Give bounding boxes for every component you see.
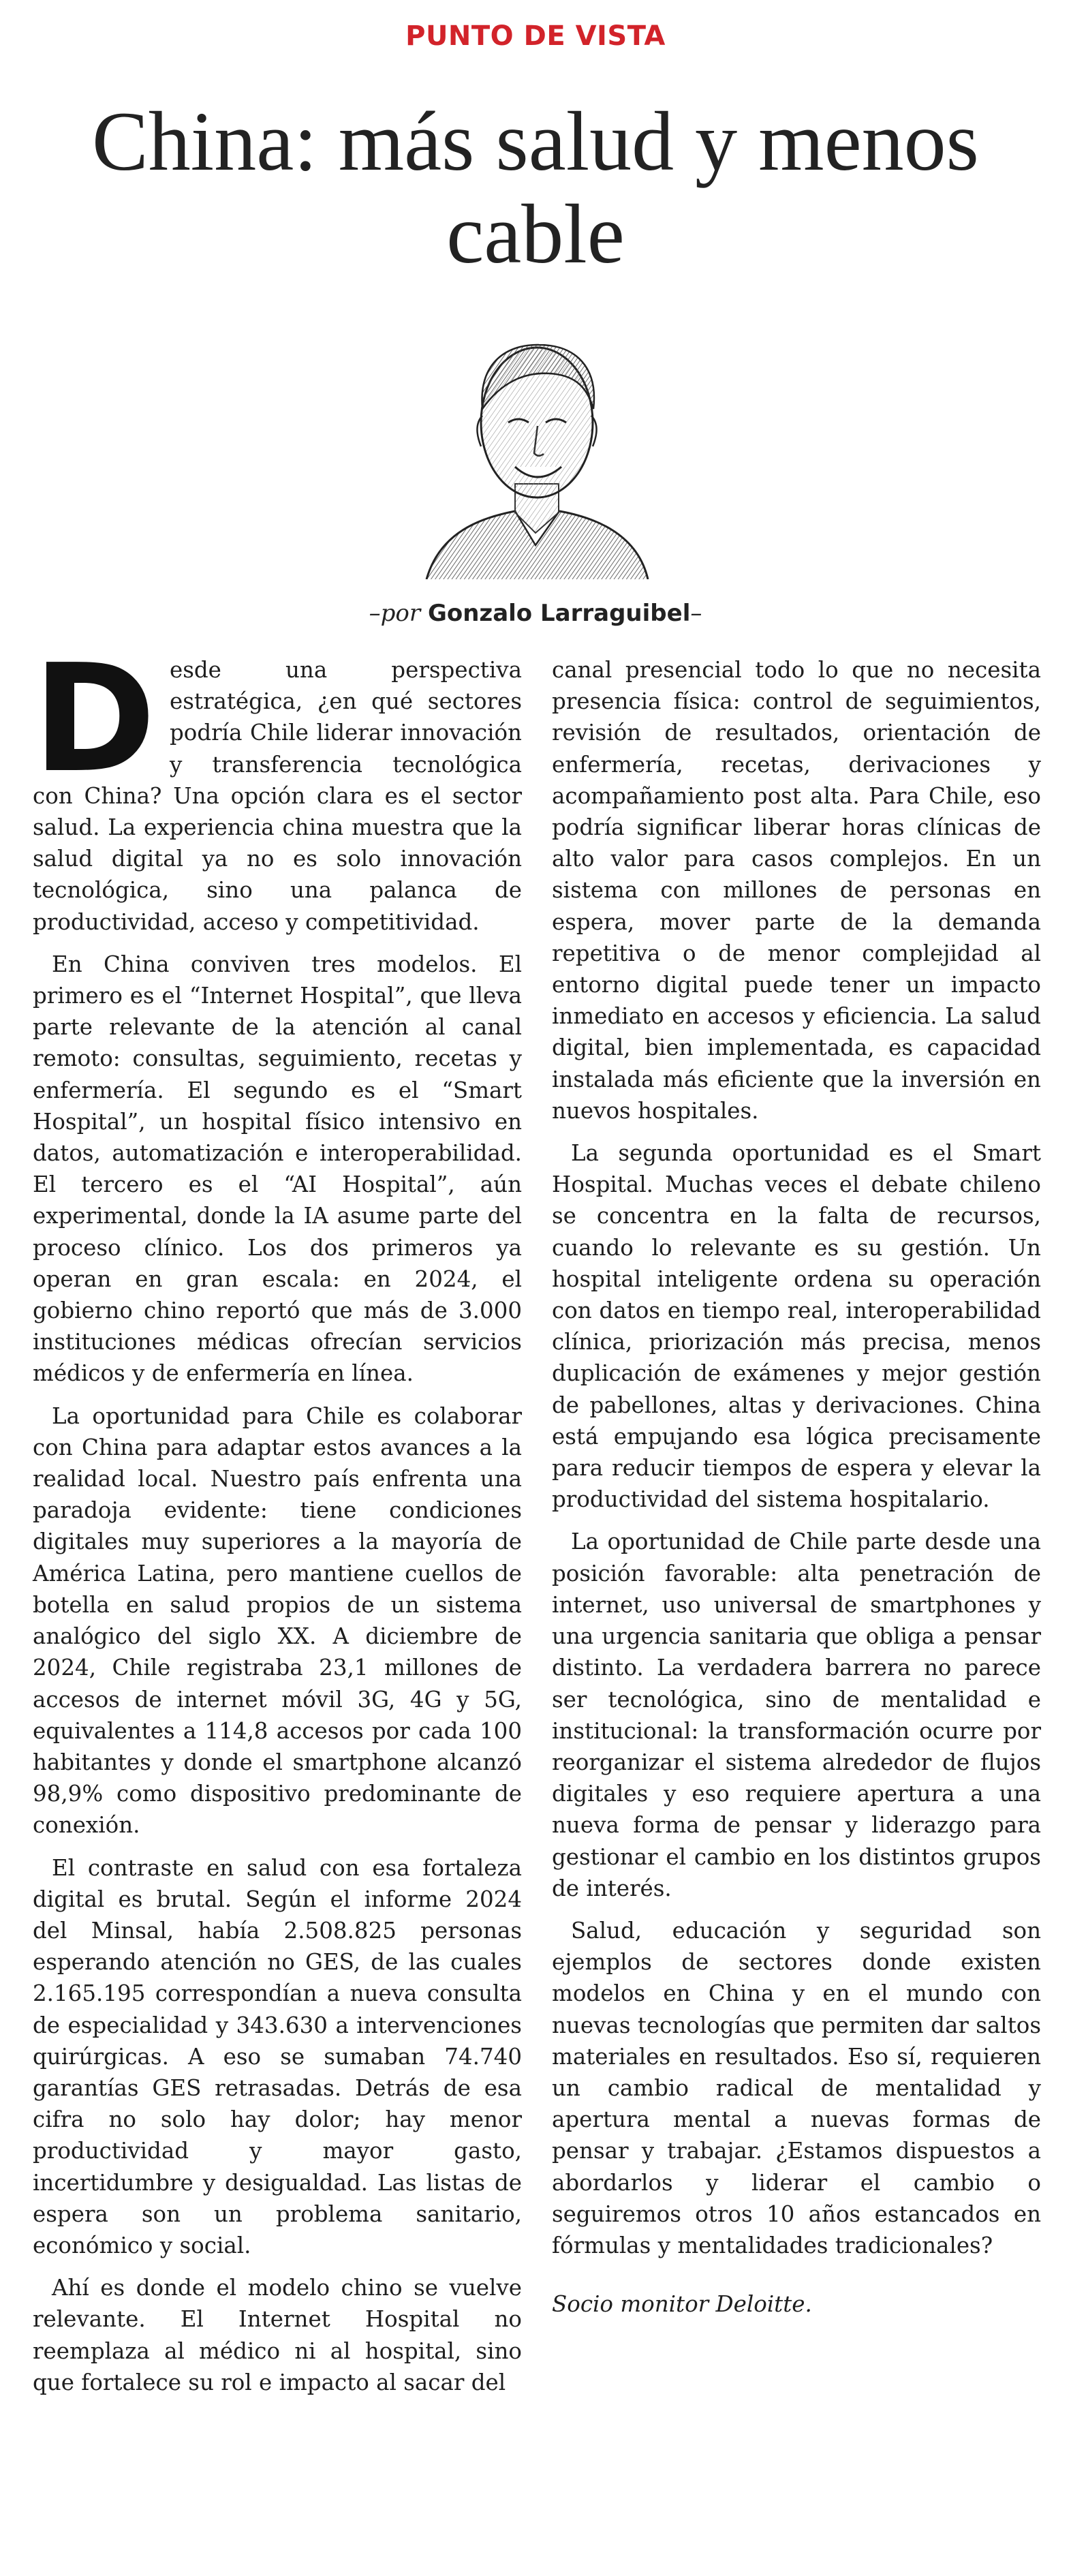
headline: China: más salud y menos cable (92, 95, 979, 281)
byline-prefix: –por (369, 600, 421, 627)
byline (0, 600, 1071, 627)
article-paragraph: La segunda oportunidad es el Smart Hospital. Muchas veces el debate chileno se concentra en la falta de recursos, cuando lo relevante es su gestión. Un hospital inteligente ordena su operación con datos en tiempo real, interoperabilidad clínica, priorización más precisa, menos duplicación de exámenes y mejor gestión de pabellones, altas y derivaciones. China está empujando esa lógica precisamente para reducir tiempos de espera y elevar la productividad del sistema hospitalario. (552, 1140, 1041, 1513)
article-paragraph: La oportunidad de Chile parte desde una posición favorable: alta penetración de internet, uso universal de smartphones y una urgencia sanitaria que obliga a pensar distinto. La verdadera barrera no parece ser tecnológica, sino de mentalidad e institucional: la transformación ocurre por reorganizar el sistema alrededor de flujos digitales y eso requiere apertura a una nueva forma de pensar y liderazgo para gestionar el cambio en los distintos grupos de interés. (552, 1529, 1041, 1901)
author-portrait (413, 313, 658, 579)
article-paragraph: canal presencial todo lo que no necesita presencia física: control de seguimientos, revisión de resultados, orientación de enfermería, recetas, derivaciones y acompañamiento post alta. Para Chile, eso podría significar liberar horas clínicas de alto valor para casos complejos. En un sistema con millones de personas en espera, mover parte de la demanda repetitiva o de menor complejidad al entorno digital puede tener un impacto inmediato en accesos y eficiencia. La salud digital, bien implementada, es capacidad instalada más eficiente que la inversión en nuevos hospitales. (552, 657, 1041, 1124)
article-paragraph (33, 633, 522, 938)
portrait-illustration (413, 313, 658, 579)
article-column-left (33, 633, 522, 2409)
article-paragraph: Ahí es donde el modelo chino se vuelve relevante. El Internet Hospital no reemplaza al médico ni al hospital, sino que fortalece su rol e impacto al sacar del (33, 2275, 522, 2395)
paragraph-text: esde una perspectiva estratégica, ¿en qué sectores podría Chile liderar innovación y transferencia tecnológica con China? Una opción clara es el sector salud. La experiencia china muestra que la salud digital ya no es solo innovación tecnológica, sino una palanca de productividad, acceso y competitividad. (33, 657, 522, 935)
byline-author: Gonzalo Larraguibel (427, 600, 691, 627)
article-paragraph: En China conviven tres modelos. El primero es el “Internet Hospital”, que lleva parte relevante de la atención al canal remoto: consultas, seguimiento, recetas y enfermería. El segundo es el “Smart Hospital”, un hospital físico intensivo en datos, automatización e interoperabilidad. El tercero es el “AI Hospital”, aún experimental, donde la IA asume parte del proceso clínico. Los dos primeros ya operan en gran escala: en 2024, el gobierno chino reportó que más de 3.000 instituciones médicas ofrecían servicios médicos y de enfermería en línea. (33, 951, 522, 1387)
author-signature: Socio monitor Deloitte. (552, 2291, 812, 2318)
article-paragraph: La oportunidad para Chile es colaborar con China para adaptar estos avances a la realidad local. Nuestro país enfrenta una paradoja evidente: tiene condiciones digitales muy superiores a la mayoría de América Latina, pero mantiene cuellos de botella en salud propios de un sistema analógico del siglo XX. A diciembre de 2024, Chile registraba 23,1 millones de accesos de internet móvil 3G, 4G y 5G, equivalentes a 114,8 accesos por cada 100 habitantes y donde el smartphone alcanzó 98,9% como dispositivo predominante de conexión. (33, 1402, 522, 1839)
article-column-right (552, 654, 1041, 2331)
drop-cap: D (33, 633, 156, 806)
section-kicker: PUNTO DE VISTA (405, 20, 666, 52)
byline-suffix: – (690, 600, 702, 627)
article-paragraph: Salud, educación y seguridad son ejemplos de sectores donde existen modelos en China y en el mundo con nuevas tecnologías que permiten dar saltos materiales en resultados. Eso sí, requieren un cambio radical de mentalidad y apertura mental a nuevas formas de pensar y trabajar. ¿Estamos dispuestos a abordarlos y liderar el cambio o seguiremos otros 10 años estancados en fórmulas y mentalidades tradicionales? (552, 1917, 1041, 2258)
article-paragraph: El contraste en salud con esa fortaleza digital es brutal. Según el informe 2024 del Minsal, había 2.508.825 personas esperando atención no GES, de las cuales 2.165.195 correspondían a nueva consulta de especialidad y 343.630 a intervenciones quirúrgicas. A eso se sumaban 74.740 garantías GES retrasadas. Detrás de esa cifra no solo hay dolor; hay menor productividad y mayor gasto, incertidumbre y desigualdad. Las listas de espera son un problema sanitario, económico y social. (33, 1854, 522, 2258)
